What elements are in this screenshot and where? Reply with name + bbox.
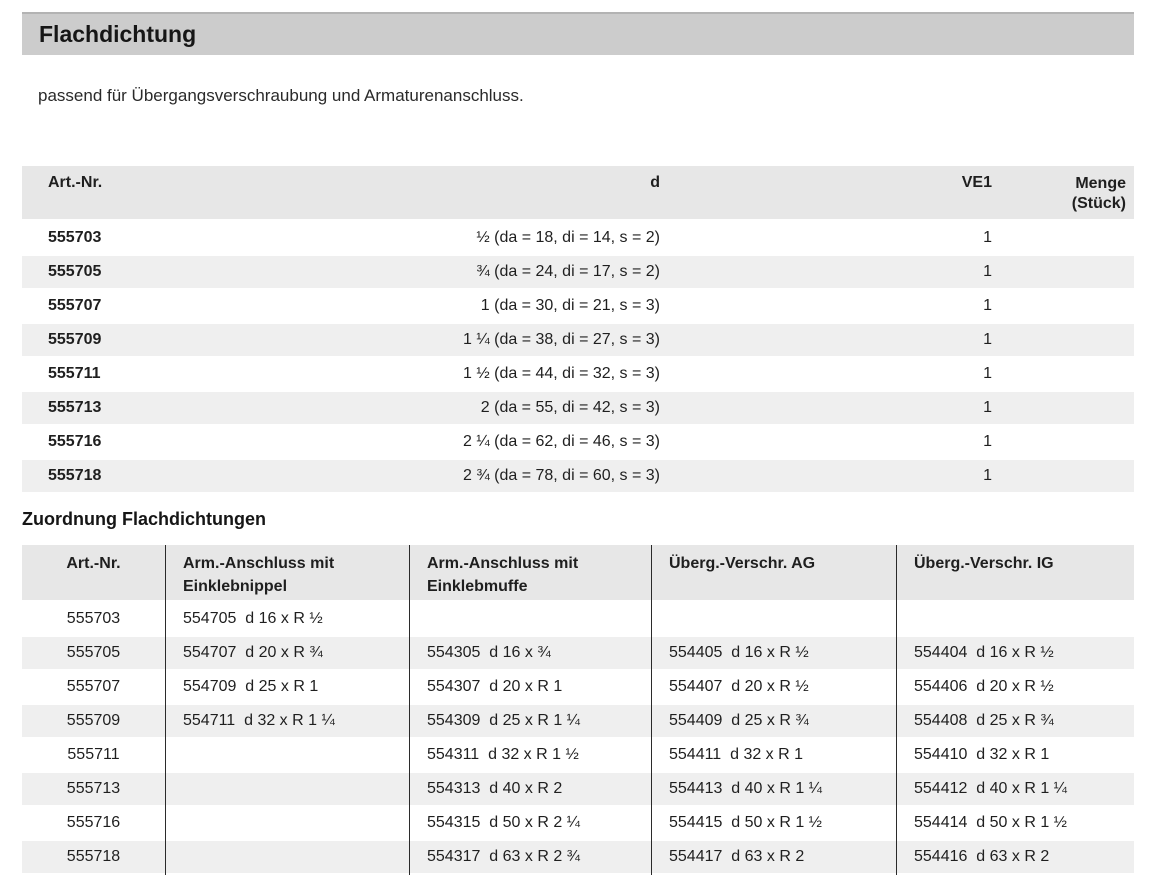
cell-art-nr: 555709 xyxy=(48,331,102,348)
cell-ve1: 1 xyxy=(983,297,992,314)
column-header-art-nr: Art.-Nr. xyxy=(66,555,121,572)
cell-einklebnippel xyxy=(165,807,409,839)
column-header-einklebmuffe xyxy=(409,552,651,600)
cell-verschr-ig xyxy=(896,603,1134,635)
cell-verschr-ig: 554404 d 16 x R ½ xyxy=(914,644,1054,661)
column-header-ve1: VE1 xyxy=(961,174,992,191)
table-row xyxy=(22,358,1134,390)
table-row xyxy=(22,841,1134,873)
page-title: Flachdichtung xyxy=(39,21,197,47)
cell-verschr-ig: 554412 d 40 x R 1 ¼ xyxy=(914,780,1067,797)
cell-verschr-ig: 554410 d 32 x R 1 xyxy=(914,746,1050,763)
cell-dimension: ½ (da = 18, di = 14, s = 2) xyxy=(476,229,660,246)
column-divider xyxy=(409,545,410,875)
cell-art-nr: 555703 xyxy=(66,610,121,627)
cell-dimension: 2 ¼ (da = 62, di = 46, s = 3) xyxy=(462,433,660,450)
column-divider xyxy=(896,545,897,875)
table-row xyxy=(22,807,1134,839)
cell-dimension: 1 (da = 30, di = 21, s = 3) xyxy=(480,297,660,314)
cell-ve1: 1 xyxy=(983,365,992,382)
cell-ve1: 1 xyxy=(983,263,992,280)
table-row xyxy=(22,222,1134,254)
cell-menge xyxy=(992,324,1134,356)
column-header-d: d xyxy=(650,174,660,191)
header-line1: Arm.-Anschluss mit xyxy=(183,555,335,572)
cell-art-nr: 555716 xyxy=(66,814,121,831)
cell-einklebmuffe: 554313 d 40 x R 2 xyxy=(427,780,563,797)
table-row xyxy=(22,705,1134,737)
table-row xyxy=(22,637,1134,669)
cell-menge xyxy=(992,358,1134,390)
cell-dimension: 2 (da = 55, di = 42, s = 3) xyxy=(480,399,660,416)
cell-verschr-ag: 554405 d 16 x R ½ xyxy=(669,644,809,661)
table-header-row xyxy=(22,166,1134,219)
column-divider xyxy=(651,545,652,875)
cell-einklebmuffe: 554315 d 50 x R 2 ¼ xyxy=(427,814,580,831)
header-line2: Einklebmuffe xyxy=(427,578,528,595)
cell-menge xyxy=(992,222,1134,254)
header-line2: Einklebnippel xyxy=(183,578,288,595)
column-header-einklebnippel xyxy=(165,552,409,600)
cell-verschr-ig: 554414 d 50 x R 1 ½ xyxy=(914,814,1067,831)
cell-einklebmuffe: 554309 d 25 x R 1 ¼ xyxy=(427,712,580,729)
cell-art-nr: 555709 xyxy=(66,712,121,729)
cell-verschr-ag: 554411 d 32 x R 1 xyxy=(669,746,804,763)
column-header-ueberg-verschr-ag: Überg.-Verschr. AG xyxy=(669,555,816,572)
cell-verschr-ag: 554407 d 20 x R ½ xyxy=(669,678,809,695)
section-heading-zuordnung: Zuordnung Flachdichtungen xyxy=(22,509,266,529)
table-row xyxy=(22,773,1134,805)
cell-art-nr: 555716 xyxy=(48,433,102,450)
cell-ve1: 1 xyxy=(983,331,992,348)
cell-art-nr: 555707 xyxy=(48,297,102,314)
cell-verschr-ag: 554415 d 50 x R 1 ½ xyxy=(669,814,822,831)
cell-dimension: 2 ¾ (da = 78, di = 60, s = 3) xyxy=(462,467,660,484)
cell-art-nr: 555718 xyxy=(48,467,102,484)
cell-art-nr: 555718 xyxy=(66,848,121,865)
intro-text: passend für Übergangsverschraubung und Armaturenanschluss. xyxy=(38,86,524,105)
cell-einklebmuffe: 554317 d 63 x R 2 ¾ xyxy=(427,848,580,865)
column-header-menge-line1: Menge xyxy=(1075,175,1126,192)
table-row xyxy=(22,256,1134,288)
cell-verschr-ig: 554408 d 25 x R ¾ xyxy=(914,712,1054,729)
cell-menge xyxy=(992,256,1134,288)
cell-menge xyxy=(992,426,1134,458)
section-title-bar xyxy=(22,12,1134,55)
table-row xyxy=(22,460,1134,492)
column-header-menge xyxy=(992,174,1134,219)
cell-art-nr: 555711 xyxy=(48,365,101,382)
cell-art-nr: 555703 xyxy=(48,229,102,246)
cell-verschr-ig: 554416 d 63 x R 2 xyxy=(914,848,1050,865)
cell-einklebnippel xyxy=(165,739,409,771)
cell-einklebnippel: 554709 d 25 x R 1 xyxy=(183,678,319,695)
cell-einklebmuffe: 554307 d 20 x R 1 xyxy=(427,678,563,695)
cell-art-nr: 555707 xyxy=(66,678,121,695)
cell-einklebnippel: 554711 d 32 x R 1 ¼ xyxy=(183,712,335,729)
gasket-article-table xyxy=(22,166,1134,494)
column-divider xyxy=(165,545,166,875)
table-row xyxy=(22,603,1134,635)
cell-menge xyxy=(992,392,1134,424)
cell-art-nr: 555713 xyxy=(66,780,121,797)
assignment-table xyxy=(22,545,1134,875)
cell-verschr-ag xyxy=(651,603,896,635)
cell-art-nr: 555705 xyxy=(66,644,121,661)
table-row xyxy=(22,392,1134,424)
cell-ve1: 1 xyxy=(983,433,992,450)
column-header-art-nr: Art.-Nr. xyxy=(48,174,103,191)
cell-verschr-ag: 554413 d 40 x R 1 ¼ xyxy=(669,780,822,797)
cell-einklebnippel xyxy=(165,841,409,873)
cell-einklebnippel xyxy=(165,773,409,805)
table-row xyxy=(22,324,1134,356)
cell-einklebmuffe: 554311 d 32 x R 1 ½ xyxy=(427,746,579,763)
table-row xyxy=(22,671,1134,703)
table-row xyxy=(22,739,1134,771)
column-header-ueberg-verschr-ig: Überg.-Verschr. IG xyxy=(914,555,1054,572)
cell-ve1: 1 xyxy=(983,467,992,484)
column-header-menge-line2: (Stück) xyxy=(1071,195,1126,212)
table-row xyxy=(22,426,1134,458)
cell-verschr-ag: 554417 d 63 x R 2 xyxy=(669,848,805,865)
cell-einklebnippel: 554705 d 16 x R ½ xyxy=(183,610,323,627)
cell-einklebmuffe xyxy=(409,603,651,635)
cell-art-nr: 555711 xyxy=(67,746,120,763)
cell-dimension: 1 ½ (da = 44, di = 32, s = 3) xyxy=(462,365,660,382)
cell-ve1: 1 xyxy=(983,399,992,416)
table-row xyxy=(22,290,1134,322)
cell-verschr-ig: 554406 d 20 x R ½ xyxy=(914,678,1054,695)
header-line1: Arm.-Anschluss mit xyxy=(427,555,579,572)
cell-dimension: ¾ (da = 24, di = 17, s = 2) xyxy=(476,263,660,280)
cell-art-nr: 555713 xyxy=(48,399,102,416)
cell-verschr-ag: 554409 d 25 x R ¾ xyxy=(669,712,809,729)
cell-menge xyxy=(992,290,1134,322)
cell-art-nr: 555705 xyxy=(48,263,102,280)
cell-ve1: 1 xyxy=(983,229,992,246)
cell-einklebmuffe: 554305 d 16 x ¾ xyxy=(427,644,551,661)
table-header-row xyxy=(22,545,1134,600)
cell-einklebnippel: 554707 d 20 x R ¾ xyxy=(183,644,323,661)
cell-menge xyxy=(992,460,1134,492)
cell-dimension: 1 ¼ (da = 38, di = 27, s = 3) xyxy=(462,331,660,348)
